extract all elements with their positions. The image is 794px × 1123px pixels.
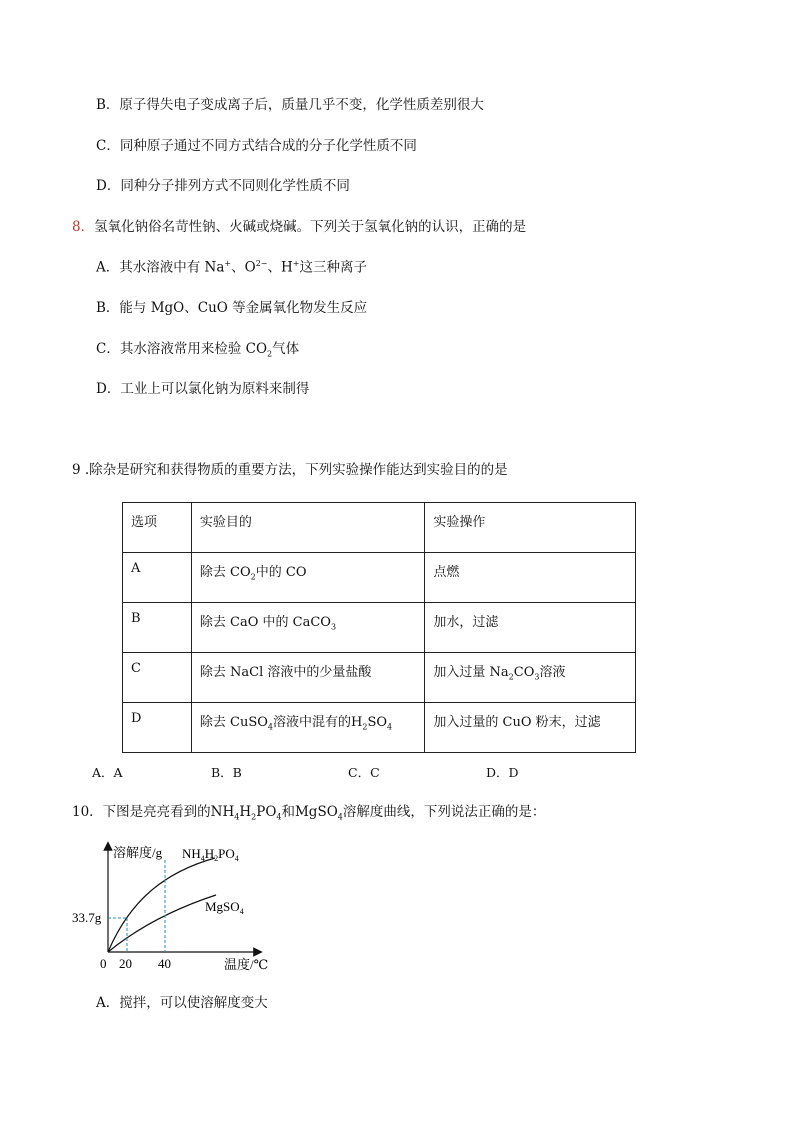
tick-40-label: 40 (158, 956, 171, 971)
table-cell-operation: 加入过量 $Na_2CO_3$溶液 (425, 653, 636, 703)
table-cell-option: C (123, 653, 192, 703)
table-cell-goal: 除去 $CO_2$中的 CO (191, 553, 425, 603)
curve-mgso4 (108, 895, 216, 952)
table-cell-goal: 除去 CaO 中的 CaCO$_3$ (191, 603, 425, 653)
q8-c-text: 气体 (272, 341, 300, 357)
q8-c-sub: 2 (267, 349, 273, 359)
q8-a-sup: + (292, 259, 300, 268)
q9-choice-d: D．D (486, 765, 519, 780)
table-header-cell: 选项 (123, 503, 192, 553)
q8-a-text: 、H (267, 259, 293, 276)
table-cell-option: A (123, 553, 192, 603)
q9-stem: 9 .除杂是研究和获得物质的重要方法，下列实验操作能达到实验目的的是 (72, 462, 508, 478)
q8-option-d: D．工业上可以氯化钠为原料来制得 (96, 381, 310, 397)
table-cell-operation: 加水，过滤 (425, 603, 636, 653)
table-cell-operation: 加入过量的 CuO 粉末，过滤 (425, 703, 636, 753)
curve-label-nh4h2po4: $NH_4H_2PO_4$ (182, 846, 239, 863)
table-cell-option: D (123, 703, 192, 753)
curve-label-mgso4: MgSO$_4$ (205, 899, 244, 916)
table-header-cell: 实验操作 (425, 503, 636, 553)
table-cell-goal: 除去 NaCl 溶液中的少量盐酸 (191, 653, 425, 703)
q8-a-text: A．其水溶液中有 Na (96, 259, 225, 276)
q8-option-b: B．能与 MgO、CuO 等金属氧化物发生反应 (96, 300, 368, 316)
q7-option-d: D．同种分子排列方式不同则化学性质不同 (96, 178, 350, 194)
x-axis-label: 温度/℃ (224, 957, 269, 972)
curve-nh4h2po4 (108, 858, 215, 952)
q8-stem-text: 氢氧化钠俗名苛性钠、火碱或烧碱。下列关于氢氧化钠的认识，正确的是 (94, 219, 527, 235)
q10-option-a: A．搅拌，可以使溶解度变大 (96, 995, 268, 1011)
table-cell-goal: 除去 CuSO$_4$溶液中混有的$H_2SO_4$ (191, 703, 425, 753)
q8-a-sup: 2− (255, 259, 268, 268)
table-header-cell: 实验目的 (191, 503, 425, 553)
q7-option-b: B．原子得失电子变成离子后，质量几乎不变，化学性质差别很大 (96, 97, 484, 113)
q8-a-text: 这三种离子 (299, 259, 367, 276)
q8-number: 8． (72, 219, 95, 235)
q8-a-sup: + (224, 259, 232, 268)
q9-choice-a: A．A (92, 765, 123, 780)
q9-choice-b: B．B (211, 765, 242, 780)
q8-a-text: 、O (231, 259, 256, 276)
y-mark-label: 33.7g (72, 910, 102, 925)
y-axis-label: 溶解度/g (113, 845, 163, 860)
origin-label: 0 (100, 956, 107, 971)
q9-choice-c: C．C (348, 765, 380, 780)
q8-c-text: C．其水溶液常用来检验 CO (96, 341, 268, 357)
table-cell-option: B (123, 603, 192, 653)
q10-stem: 10．下图是亮亮看到的$NH_4H_2PO_4$和MgSO$_4$溶解度曲线，下列说法正确的是： (72, 804, 546, 822)
table-cell-operation: 点燃 (425, 553, 636, 603)
tick-20-label: 20 (119, 956, 132, 971)
q7-option-c: C．同种原子通过不同方式结合成的分子化学性质不同 (96, 138, 417, 154)
